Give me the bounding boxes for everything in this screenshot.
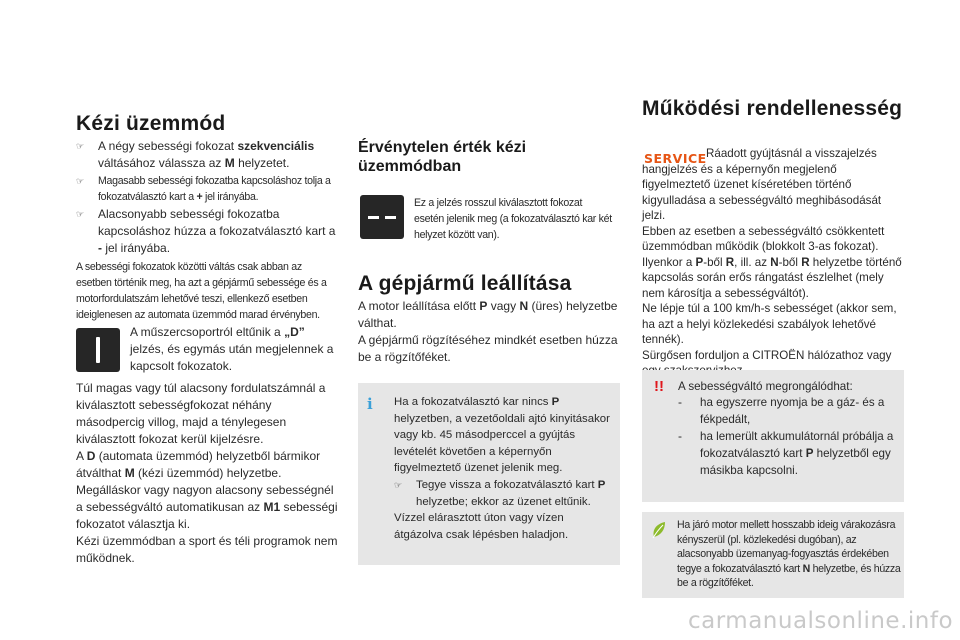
warning-icon: !! bbox=[654, 378, 664, 395]
vehicle-stop-heading: A gépjármű leállítása bbox=[358, 272, 572, 295]
info-icon: i bbox=[367, 395, 373, 413]
leaf-icon bbox=[651, 521, 667, 539]
info-box: i Ha a fokozatválasztó kar nincs P helyzetben, a vezetőoldali ajtó kinyitásakor vagy kb. 45 másodperccel a gyújtás levételét követően a képernyőn figyelmeztető üzenet jelenik meg. ☞ Tegye vissza a fokozatválasztó kart P helyzetbe; ekkor az üzenet eltűnik. Vízzel elárasztott úton vagy vízen átgázolva csak lépésben haladjon. bbox=[358, 383, 620, 565]
invalid-value-text: Ez a jelzés rosszul kiválasztott fokozat esetén jelenik meg (a fokozatválasztó kar két helyzet között van). bbox=[414, 197, 612, 241]
eco-box: Ha járó motor mellett hosszabb ideig várakozásra kényszerül (pl. közlekedési dugóban), az alacsonyabb üzemanyag-fogyasztás érdekében tegye a fokozatválasztó kart N helyzetbe, és húzza be a rögzítőféket. bbox=[642, 512, 904, 598]
warning-box: !! A sebességváltó megrongálódhat: - ha egyszerre nyomja be a gáz- és a fékpedált, - ha lemerült akkumulátornál próbálja a fokozatválasztó kart P helyzetből egy másikba kapcsolni. bbox=[642, 370, 904, 502]
pointer-icon: ☞ bbox=[76, 176, 85, 186]
invalid-value-heading: Érvénytelen érték kézi üzemmódban bbox=[358, 139, 527, 175]
bullet-item: ☞ Tegye vissza a fokozatválasztó kart P helyzetbe; ekkor az üzenet eltűnik. bbox=[394, 478, 606, 508]
pointer-icon: ☞ bbox=[394, 479, 403, 490]
malfunction-text: Ráadott gyújtásnál a visszajelzés hangjelzés és a képernyőn megjelenő figyelmeztető üzenet kíséretében történő kigyulladása a sebességváltó meghibásodását jelzi. Ebben az esetben a sebességváltó csökkentett üzemmódban működik (blokkolt 3-as fokozat). Ilyenkor a P-ből R, ill. az N-ből R helyzetbe történő kapcsolás során erős rángatást észlelhet (mely nem károsítja a sebességváltót). Ne lépje túl a 100 km/h-s sebességet (akkor sem, ha azt a helyi közlekedési szabályok lehetővé tennék). Sürgősen forduljon a CITROËN hálózathoz vagy bbox=[642, 147, 902, 362]
dash-display-icon bbox=[360, 195, 404, 239]
gear-bars-icon bbox=[76, 328, 120, 372]
vehicle-stop-text: A motor leállítása előtt P vagy N (üres) helyzetbe válthat. A gépjármű rögzítéséhez mindkét esetben húzza be a rögzítőféket. bbox=[358, 299, 618, 364]
list-item: - ha egyszerre nyomja be a gáz- és a fékpedált, bbox=[678, 395, 885, 426]
manual-mode-paragraph: Túl magas vagy túl alacsony fordulatszámnál a kiválasztott sebességfokozat néhány másodpercig villog, majd a ténylegesen kiválasztott fokozat kerül kijelzésre. A D (automata üzemmód) helyzetből bármikor átválthat M (kézi üzemmód) helyzetbe. Megálláskor vagy nagyon alacsony sebességnél a sebességváltó automatikusan az M1 sebességi fokozatot választja ki. Kézi üzemmódban a sport és téli programok nem működnek. bbox=[76, 381, 338, 565]
manual-mode-heading: Kézi üzemmód bbox=[76, 112, 226, 135]
service-icon: SERVICE bbox=[644, 151, 707, 166]
bullet-item: ☞ A négy sebességi fokozat szekvenciális váltásához válassza az M helyzetet. bbox=[76, 139, 315, 170]
gear-change-note: A sebességi fokozatok közötti váltás csak abban az esetben történik meg, ha azt a gépjármű sebessége és a motorfordulatszám lehetővé teszi, ellenkező esetben ideiglenesen az automata üzemmód marad érvényben. bbox=[76, 261, 327, 321]
watermark: carmanualsonline.info bbox=[688, 608, 954, 634]
malfunction-heading: Működési rendellenesség bbox=[642, 97, 903, 120]
pointer-icon: ☞ bbox=[76, 209, 85, 219]
pointer-icon: ☞ bbox=[76, 141, 85, 151]
bullet-item: ☞ Magasabb sebességi fokozatba kapcsoláshoz tolja a fokozatválasztó kart a + jel irányába. bbox=[76, 175, 331, 203]
manual-mode-bullets bbox=[76, 138, 338, 323]
bullet-item: ☞ Alacsonyabb sebességi fokozatba kapcsoláshoz húzza a fokozatválasztó kart a - jel irányába. bbox=[76, 207, 336, 255]
d-indicator-text: A műszercsoportról eltűnik a „D” jelzés, és egymás után megjelennek a kapcsolt fokozatok. bbox=[130, 325, 334, 373]
list-item: - ha lemerült akkumulátornál próbálja a fokozatválasztó kart P helyzetből egy másikba kapcsolni. bbox=[678, 429, 894, 477]
